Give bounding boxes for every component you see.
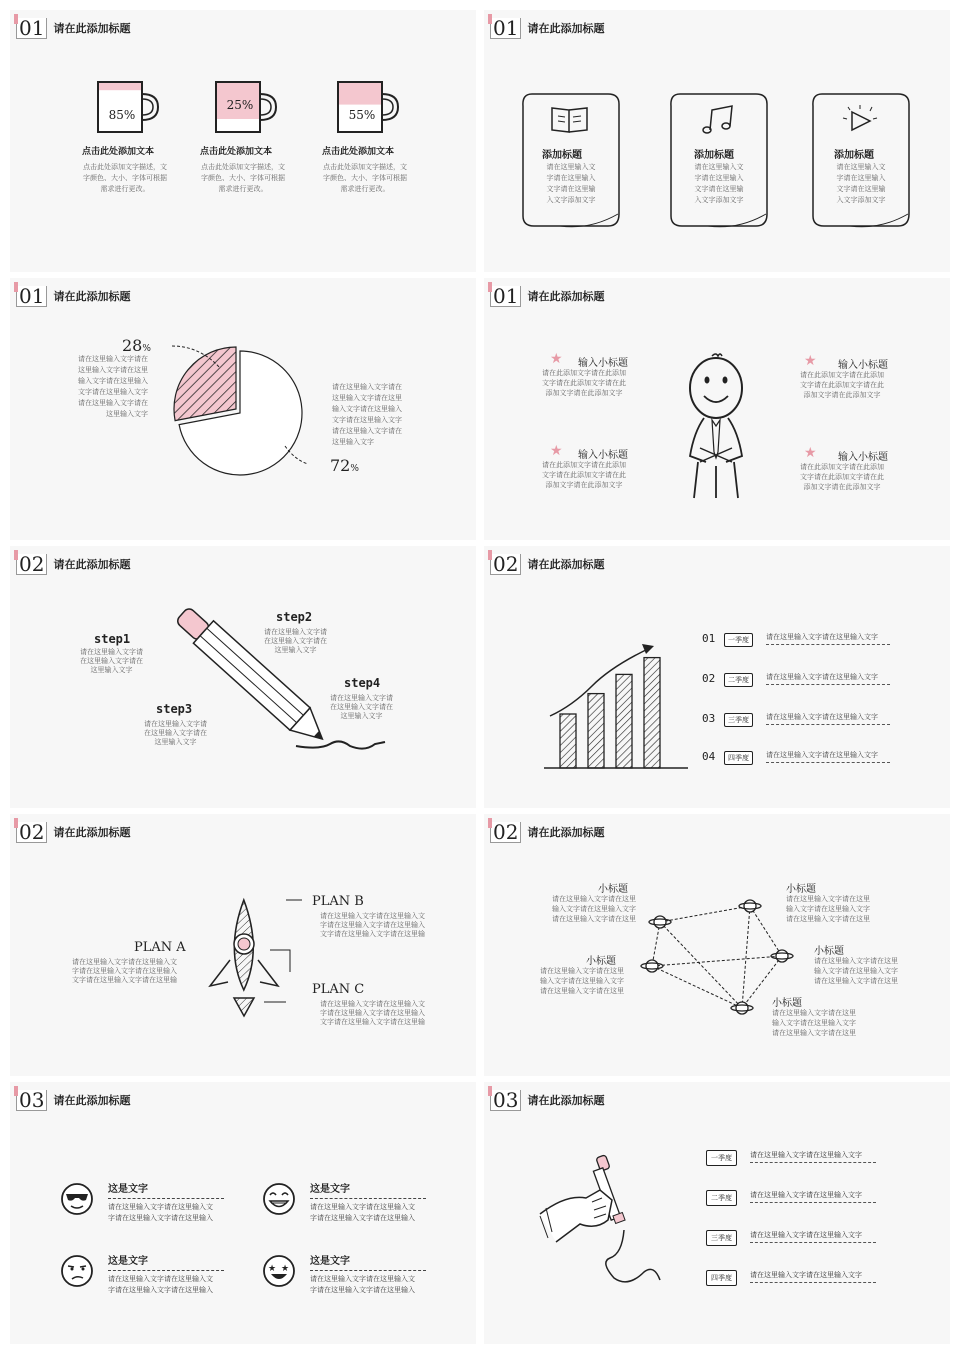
dashed-line [766, 644, 890, 645]
desc-line: 输入文字请在这里输入文字 [772, 1019, 856, 1027]
step-desc [144, 720, 207, 747]
growth-bar [560, 714, 576, 768]
slide-cups [10, 10, 476, 272]
desc-line: 字请在这里输入文字请在这里输入 [310, 1214, 415, 1222]
desc-line: 字颜色、大小、字体可根据 [201, 174, 285, 182]
desc-line: 请在这里输入文 [546, 163, 596, 171]
desc-line: 请在这里输入文字请在这里输入文 [72, 958, 177, 966]
pen-row [706, 1150, 926, 1172]
book-icon [550, 104, 590, 134]
desc-line: 字颜色、大小、字体可根据 [323, 174, 407, 182]
quarter-number: 02 [702, 672, 716, 685]
slide-title: 请在此添加标题 [53, 290, 131, 303]
item-title: 输入小标题 [578, 450, 628, 461]
desc-line: 字请在这里输入文字请在这里输入 [310, 1286, 415, 1294]
dashed-line [766, 724, 890, 725]
feature-card [810, 92, 912, 230]
cup-item [310, 80, 420, 220]
pie-unit: % [350, 464, 359, 474]
pie-unit: % [142, 344, 151, 354]
item-desc [552, 894, 636, 924]
item-title: 小标题 [814, 946, 844, 957]
pie-value-b [330, 456, 359, 475]
item-desc [540, 966, 624, 996]
pen-text: 请在这里输入文字请在这里输入文字 [750, 1231, 862, 1239]
cup-title: 点击此处添加文本 [322, 147, 395, 157]
face-item [262, 1178, 442, 1232]
slide-title: 请在此添加标题 [527, 1094, 605, 1107]
step-label: step4 [344, 676, 381, 690]
slide-header [490, 1088, 604, 1112]
desc-line: 字请在这里输入 [694, 174, 744, 182]
quarter-row [702, 748, 942, 770]
face-desc [310, 1274, 415, 1296]
quarter-list [702, 630, 942, 770]
svg-text:★: ★ [281, 1264, 290, 1274]
plan-desc [320, 912, 425, 939]
hand-with-pen-illustration [536, 1154, 676, 1294]
item-title: 输入小标题 [838, 360, 888, 371]
quarter-number: 03 [702, 712, 716, 725]
desc-line: 添加文字请在此添加文字 [545, 389, 623, 397]
section-number: 01 [490, 18, 521, 39]
step-desc [330, 694, 393, 721]
music-note-icon [698, 104, 738, 136]
star-eyes-face-icon [262, 1254, 296, 1288]
item-title: 小标题 [772, 998, 802, 1009]
feature-card [668, 92, 770, 230]
section-number: 03 [490, 1090, 521, 1111]
face-title: 这是文字 [108, 1256, 148, 1267]
slide-title: 请在此添加标题 [527, 826, 605, 839]
desc-line: 字请在这里输入文字请在这里输入 [72, 967, 177, 975]
slide-title: 请在此添加标题 [53, 558, 131, 571]
desc-line: 请在这里输入文字请在 [332, 427, 402, 435]
desc-line: 请在此添加文字请在此添加 [542, 369, 626, 377]
dashed-line [750, 1242, 876, 1243]
slide-quarters [484, 546, 950, 808]
item-desc [772, 1008, 856, 1038]
pie-left-text [66, 354, 148, 420]
slide-pie [10, 278, 476, 540]
item-title: 输入小标题 [838, 452, 888, 463]
quarter-tag: 三季度 [706, 1230, 737, 1246]
quarter-row [702, 670, 942, 692]
desc-line: 输入文字请在这里输入 [332, 405, 402, 413]
item-title: 小标题 [598, 884, 628, 895]
desc-line: 需求进行更改。 [100, 185, 150, 193]
dashed-line [750, 1162, 876, 1163]
cup-desc [188, 162, 298, 195]
quarter-tag: 三季度 [724, 713, 753, 727]
slide-header [16, 820, 130, 844]
section-number: 01 [490, 286, 521, 307]
step-desc [264, 628, 327, 655]
desc-line: 文字请在此添加文字请在此 [800, 381, 884, 389]
card-desc [668, 162, 770, 206]
slide-title: 请在此添加标题 [53, 1094, 131, 1107]
svg-text:★: ★ [268, 1264, 277, 1274]
desc-line: 这里输入文字 [154, 738, 197, 746]
cup-percent: 25% [226, 98, 254, 112]
desc-line: 输入文字请在这里输入文字 [552, 905, 636, 913]
slide-plans [10, 814, 476, 1076]
cup-fill [99, 83, 141, 90]
quarter-text: 请在这里输入文字请在这里输入文字 [766, 751, 878, 759]
desc-line: 字请在这里输入文字请在这里输入 [320, 1009, 425, 1017]
desc-line: 字请在这里输入 [836, 174, 886, 182]
cup-item [188, 80, 298, 220]
unamused-face-icon [60, 1254, 94, 1288]
desc-line: 请在这里输入文字请在这里 [786, 895, 870, 903]
plan-desc [320, 1000, 425, 1027]
desc-line: 这里输入文字请在这里 [332, 394, 402, 402]
slide-header [490, 16, 604, 40]
desc-line: 输入文字请在这里输入文字 [786, 905, 870, 913]
desc-line: 请在这里输入文字请 [80, 648, 143, 656]
desc-line: 点击此处添加文字描述，文 [323, 163, 407, 171]
desc-line: 这里输入文字 [340, 712, 383, 720]
quarter-tag: 四季度 [724, 751, 753, 765]
pie-value-b-number: 72 [330, 456, 351, 475]
card-title: 添加标题 [694, 150, 734, 161]
cup-title: 点击此处添加文本 [82, 147, 155, 157]
rocket-illustration [206, 890, 326, 1030]
dashed-line [108, 1198, 224, 1199]
pie-value-a-number: 28 [122, 336, 143, 355]
desc-line: 请在这里输入文字请在 [78, 399, 148, 407]
desc-line: 在这里输入文字请在 [330, 703, 393, 711]
desc-line: 文字请在这里输入文字请在这里输 [320, 930, 425, 938]
quarter-row [702, 630, 942, 652]
section-number: 01 [16, 286, 47, 307]
face-item [60, 1250, 240, 1304]
desc-line: 请在这里输入文字请在 [78, 355, 148, 363]
desc-line: 请在这里输入文字请在这里输入文 [310, 1203, 415, 1211]
slide-header [16, 284, 130, 308]
desc-line: 请在这里输入文字请在这里 [786, 915, 870, 923]
desc-line: 文字请在这里输 [836, 185, 886, 193]
pen-text: 请在这里输入文字请在这里输入文字 [750, 1151, 862, 1159]
slide-header [16, 16, 130, 40]
desc-line: 字请在这里输入 [546, 174, 596, 182]
face-item [60, 1178, 240, 1232]
section-number: 02 [16, 554, 47, 575]
step-desc [80, 648, 143, 675]
section-number: 02 [16, 822, 47, 843]
slide-title: 请在此添加标题 [527, 22, 605, 35]
dashed-line [766, 762, 890, 763]
slide-person [484, 278, 950, 540]
desc-line: 请在这里输入文字请在这里 [814, 977, 898, 985]
desc-line: 这里输入文字 [332, 438, 374, 446]
desc-line: 字请在这里输入文字请在这里输入 [108, 1214, 213, 1222]
plan-desc [72, 958, 177, 985]
pen-row [706, 1230, 926, 1252]
desc-line: 文字请在这里输 [546, 185, 596, 193]
item-desc [814, 956, 898, 986]
desc-line: 请在这里输入文字请在这里输入文 [320, 1000, 425, 1008]
desc-line: 添加文字请在此添加文字 [545, 481, 623, 489]
pie-right-text [332, 382, 402, 448]
desc-line: 字请在这里输入文字请在这里输入 [320, 921, 425, 929]
desc-line: 输入文字请在这里输入文字 [540, 977, 624, 985]
section-number: 01 [16, 18, 47, 39]
desc-line: 在这里输入文字请在 [80, 657, 143, 665]
desc-line: 请在此添加文字请在此添加 [800, 371, 884, 379]
dashed-line [750, 1202, 876, 1203]
desc-line: 需求进行更改。 [218, 185, 268, 193]
pen-list [706, 1150, 926, 1290]
pen-text: 请在这里输入文字请在这里输入文字 [750, 1191, 862, 1199]
growth-bar [644, 658, 660, 768]
quarter-tag: 一季度 [706, 1150, 737, 1166]
desc-line: 这里输入文字 [274, 646, 317, 654]
item-title: 小标题 [786, 884, 816, 895]
section-number: 03 [16, 1090, 47, 1111]
item-desc [800, 462, 884, 492]
item-desc [542, 368, 626, 398]
slide-cards [484, 10, 950, 272]
plan-label: PLAN C [312, 982, 365, 997]
desc-line: 输入文字请在这里输入 [78, 377, 148, 385]
face-title: 这是文字 [108, 1184, 148, 1195]
slide-title: 请在此添加标题 [53, 826, 131, 839]
plan-label: PLAN A [134, 940, 186, 955]
section-number: 02 [490, 822, 521, 843]
dashed-line [108, 1270, 224, 1271]
plan-label: PLAN B [312, 894, 364, 909]
step-label: step1 [94, 632, 131, 646]
card-desc [810, 162, 912, 206]
quarter-tag: 四季度 [706, 1270, 737, 1286]
desc-line: 点击此处添加文字描述，文 [201, 163, 285, 171]
desc-line: 请在这里输入文字请在这里输入文 [310, 1275, 415, 1283]
quarter-tag: 一季度 [724, 633, 753, 647]
desc-line: 请在这里输入文字请在这里输入文 [108, 1203, 213, 1211]
card-title: 添加标题 [834, 150, 874, 161]
dashed-line [310, 1270, 426, 1271]
desc-line: 这里输入文字 [106, 410, 148, 418]
desc-line: 入文字添加文字 [546, 196, 596, 204]
desc-line: 文字请在这里输入文字 [332, 416, 402, 424]
quarter-row [702, 710, 942, 732]
item-title: 输入小标题 [578, 358, 628, 369]
star-icon: ★ [550, 351, 563, 367]
desc-line: 文字请在此添加文字请在此 [542, 471, 626, 479]
face-desc [108, 1202, 213, 1224]
face-desc [310, 1202, 415, 1224]
card-title: 添加标题 [542, 150, 582, 161]
desc-line: 入文字添加文字 [836, 196, 886, 204]
desc-line: 文字请在这里输 [694, 185, 744, 193]
quarter-tag: 二季度 [706, 1190, 737, 1206]
cup-desc [70, 162, 180, 195]
desc-line: 请在此添加文字请在此添加 [542, 461, 626, 469]
desc-line: 请在这里输入文字请在这里输入文 [108, 1275, 213, 1283]
desc-line: 请在这里输入文字请 [264, 628, 327, 636]
desc-line: 输入文字请在这里输入文字 [814, 967, 898, 975]
step-label: step3 [156, 702, 193, 716]
slide-pen [484, 1082, 950, 1344]
dashed-line [750, 1282, 876, 1283]
item-desc [800, 370, 884, 400]
slide-network [484, 814, 950, 1076]
desc-line: 请在这里输入文字请在这里 [772, 1029, 856, 1037]
face-item [262, 1250, 442, 1304]
desc-line: 添加文字请在此添加文字 [803, 483, 881, 491]
desc-line: 点击此处添加文字描述，文 [83, 163, 167, 171]
desc-line: 文字请在这里输入文字请在这里输 [72, 976, 177, 984]
card-desc [520, 162, 622, 206]
dashed-line [766, 684, 890, 685]
slide-title: 请在此添加标题 [53, 22, 131, 35]
play-icon [840, 104, 880, 136]
slide-header [490, 552, 604, 576]
desc-line: 请在这里输入文字请在这里 [552, 895, 636, 903]
desc-line: 文字请在这里输入文字 [78, 388, 148, 396]
face-title: 这是文字 [310, 1184, 350, 1195]
desc-line: 在这里输入文字请在 [264, 637, 327, 645]
slide-header [490, 820, 604, 844]
slide-header [16, 552, 130, 576]
quarter-text: 请在这里输入文字请在这里输入文字 [766, 633, 878, 641]
pie-slice-a [174, 347, 236, 421]
desc-line: 请在这里输入文字请在这里 [814, 957, 898, 965]
cup-percent: 55% [348, 108, 376, 122]
desc-line: 请在这里输入文字请 [330, 694, 393, 702]
growth-bar-illustration [542, 636, 692, 776]
pen-text: 请在这里输入文字请在这里输入文字 [750, 1271, 862, 1279]
desc-line: 请在这里输入文 [694, 163, 744, 171]
desc-line: 请在这里输入文字请在这里 [540, 987, 624, 995]
desc-line: 请在这里输入文字请在 [332, 383, 402, 391]
slide-header [490, 284, 604, 308]
item-title: 小标题 [586, 956, 616, 967]
slide-faces [10, 1082, 476, 1344]
item-desc [542, 460, 626, 490]
desc-line: 请在这里输入文 [836, 163, 886, 171]
face-desc [108, 1274, 213, 1296]
desc-line: 字请在这里输入文字请在这里输入 [108, 1286, 213, 1294]
desc-line: 请在这里输入文字请在这里 [772, 1009, 856, 1017]
pie-value-a [122, 336, 151, 355]
desc-line: 字颜色、大小、字体可根据 [83, 174, 167, 182]
pen-row [706, 1190, 926, 1212]
desc-line: 请在这里输入文字请在这里输入文 [320, 912, 425, 920]
desc-line: 请在此添加文字请在此添加 [800, 463, 884, 471]
star-icon: ★ [804, 353, 817, 369]
cup-desc [310, 162, 420, 195]
quarter-number: 04 [702, 750, 716, 763]
growth-bar [616, 674, 632, 768]
cup-fill [339, 83, 381, 105]
desc-line: 添加文字请在此添加文字 [803, 391, 881, 399]
desc-line: 需求进行更改。 [340, 185, 390, 193]
desc-line: 这里输入文字请在这里 [78, 366, 148, 374]
growth-bar [588, 694, 604, 768]
star-icon: ★ [550, 443, 563, 459]
face-title: 这是文字 [310, 1256, 350, 1267]
desc-line: 文字请在这里输入文字请在这里输 [320, 1018, 425, 1026]
quarter-number: 01 [702, 632, 716, 645]
slide-steps [10, 546, 476, 808]
feature-card [520, 92, 622, 230]
sunglasses-face-icon [60, 1182, 94, 1216]
desc-line: 文字请在此添加文字请在此 [800, 473, 884, 481]
section-number: 02 [490, 554, 521, 575]
slide-title: 请在此添加标题 [527, 558, 605, 571]
grin-face-icon [262, 1182, 296, 1216]
pen-row [706, 1270, 926, 1292]
desc-line: 请在这里输入文字请在这里 [540, 967, 624, 975]
item-desc [786, 894, 870, 924]
quarter-text: 请在这里输入文字请在这里输入文字 [766, 673, 878, 681]
cup-item [70, 80, 180, 220]
slide-title: 请在此添加标题 [527, 290, 605, 303]
desc-line: 入文字添加文字 [694, 196, 744, 204]
step-label: step2 [276, 610, 313, 624]
desc-line: 请在这里输入文字请在这里 [552, 915, 636, 923]
desc-line: 文字请在此添加文字请在此 [542, 379, 626, 387]
cup-title: 点击此处添加文本 [200, 147, 273, 157]
star-icon: ★ [804, 445, 817, 461]
cup-percent: 85% [108, 108, 136, 122]
quarter-text: 请在这里输入文字请在这里输入文字 [766, 713, 878, 721]
quarter-tag: 二季度 [724, 673, 753, 687]
desc-line: 这里输入文字 [90, 666, 133, 674]
slide-header [16, 1088, 130, 1112]
desc-line: 请在这里输入文字请 [144, 720, 207, 728]
dashed-line [310, 1198, 426, 1199]
desc-line: 在这里输入文字请在 [144, 729, 207, 737]
smiling-person-illustration [682, 352, 752, 502]
